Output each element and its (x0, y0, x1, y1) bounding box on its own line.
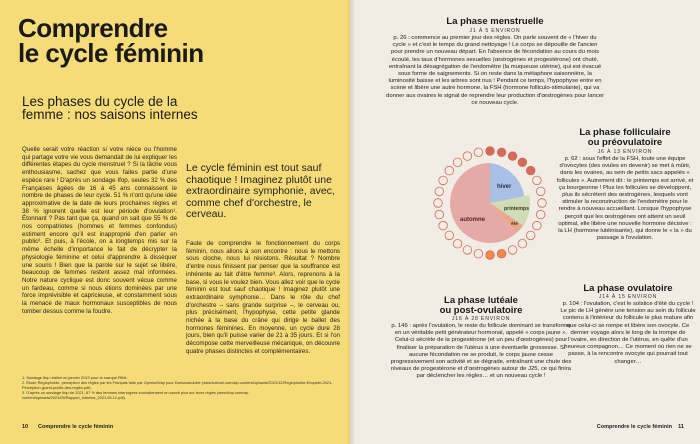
cycle-day-dot (526, 231, 535, 240)
luteal-phase-days: J16 À 28 ENVIRON (451, 316, 511, 322)
cycle-day-dot (435, 187, 444, 196)
cycle-day-dot (463, 246, 472, 255)
page-number-right: 11 (678, 424, 684, 430)
footnote-3: 3. D'après un sondage Ifop de 2021, 87 % des femmes interrogées souhaiteraient en savoir plus sur leurs règles (www.ifop.com/wp-content/uploads/2021/05/Rapport_Intimina_2021.05.12.pdf). (22, 390, 250, 400)
luteal-phase-title (406, 296, 556, 315)
cycle-day-dot (533, 176, 542, 185)
menstrual-phase-days: J1 À 5 ENVIRON (469, 28, 521, 34)
follicular-phase-text: p. 62 : sous l'effet de la FSH, toute une équipe d'ovocytes (des ovules en devenir) se met à mûrir, dans les ovaires, au sein de petits sacs appelés « follicules ». Autrement dit : le printemps est arrivé, et ça bourgeonne ! Plus les follicules se développent, plus ils sécrètent des œstrogènes, lesquels vont stimuler la reconstruction de l'endomètre pour le rendre à nouveau accueillant. Lorsque l'hypophyse perçoit que les œstrogènes ont atteint un seuil optimal, elle libère une nouvelle hormone décisive : la LH (hormone lutéinisante), qui donne le « la » du passage à l'ovulation. (556, 156, 694, 242)
follicular-title-line-2: ou préovulatoire (587, 136, 663, 148)
ovulatory-phase-title: La phase ovulatoire (583, 283, 673, 294)
wheel-label-printemps: printemps (504, 206, 530, 212)
cycle-day-dot (474, 148, 483, 157)
cycle-day-dot (434, 199, 443, 208)
ovulatory-phase-days: J14 À 15 ENVIRON (598, 294, 658, 300)
cycle-day-dot (497, 148, 506, 157)
cycle-day-dot (508, 246, 517, 255)
title-line-1: Comprendre (18, 13, 168, 43)
cycle-day-dot (497, 249, 506, 258)
cycle-day-dot (453, 158, 462, 167)
page-number-left: 10 (22, 424, 29, 430)
cycle-day-dot (536, 210, 545, 219)
cycle-day-dot (518, 239, 527, 248)
cycle-day-dot (536, 187, 545, 196)
menstrual-phase-text: p. 26 : commence au premier jour des règles. On parle souvent de « l'hiver du cycle » et c'est le temps du grand nettoyage ! Le corps se dépouille de l'ancien pour prendre un nouveau départ. En l'absence de fécondation au cours du mois écoulé, les taux d'hormones sexuelles (œstrogènes et progestérone) ont chuté, entraînant la désagrégation de l'endomètre (la muqueuse utérine), qui est évacué sous forme de saignements. Si on reste dans la métaphore saisonnière, la luminosité baisse et les arbres sont nus ! Pendant ce temps, l'hypophyse entre en scène et libère une autre hormone, la FSH (hormone folliculo-stimulante), qui va donner aux ovaires le signal de reprendre leur production d'œstrogènes pour lancer ce nouveau cycle. (386, 35, 604, 106)
wheel-label-automne: automne (460, 217, 486, 223)
body-column-2: Faute de comprendre le fonctionnement du corps féminin, nous allons à son encontre : nous le mettons sous cloche, nous lui résistons. Résultat ? Nombre d'entre nous finissent par penser que la souffrance est inhérente au fait d'être femme³. Alors, reprenons à la base, si vous le voulez bien. Vous allez voir que le cycle féminin est tout sauf chaotique ! Imaginez plutôt une extraordinaire symphonie… Dans le rôle du chef d'orchestre – sans grande surprise –, le cerveau ou, plus précisément, l'hypophyse, cette petite glande nichée à la base du crâne qui dirige le ballet des hormones féminines. En moyenne, un cycle dure 28 jours, bien qu'il puisse varier de 21 à 35 jours. Et si l'on décompose cette merveilleuse mécanique, on découvre quatre phases distinctes et complémentaires. (186, 240, 340, 355)
cycle-day-dot (435, 210, 444, 219)
follicular-phase-title (555, 128, 695, 147)
wheel-label-hiver: hiver (497, 184, 512, 190)
cycle-day-dot (453, 239, 462, 248)
pull-quote: Le cycle féminin est tout sauf chaotique ! Imaginez plutôt une extraordinaire symphonie, avec, comme chef d'orchestre, le cerveau. (186, 162, 335, 220)
body-column-1: Quelle serait votre réaction si votre nièce ou l'homme qui partage votre vie vous demandait de lui expliquer les différentes étapes du cycle menstruel ? Si la tâche vous enthousiasme, sachez que vous faites partie d'une espèce rare ! D'après un sondage Ifop, seules 32 % des Françaises âgées de 16 à 45 ans connaissent le nombre de phases de leur cycle. 51 % n'ont qu'une idée approximative de la date de leurs prochaines règles et 38 % ignorent quelle est leur période d'ovulation¹. Étonnant ? Pas tant que ça, quand on sait que 55 % de nos compatriotes (hommes et femmes confondus) estiment encore qu'il est inapproprié d'en parler en public². Et puis, à l'école, on a longtemps mis sur la même échelle d'importance le fait de décrypter la physiologie féminine et celui d'apprendre à disséquer une souris ! Bien que la parole sur le sujet se libère, beaucoup de femmes restent assez mal informées. Notre nature cyclique est donc souvent vécue comme un fardeau, comme si nous étions dominées par une force imprévisible et capricieuse, et constamment sous la menace de maux hormonaux susceptibles de nous tomber dessus comme la foudre. (22, 146, 177, 315)
right-page (350, 0, 700, 444)
footnotes (22, 375, 342, 400)
menstrual-phase-title: La phase menstruelle (446, 16, 544, 27)
cycle-day-dot (518, 158, 527, 167)
luteal-title-line-2: ou post-ovulatoire (439, 304, 523, 316)
follicular-title-line-1: La phase folliculaire (579, 127, 671, 138)
cycle-day-dot (526, 166, 535, 175)
luteal-title-line-1: La phase lutéale (444, 295, 518, 306)
luteal-phase-text: p. 146 : après l'ovulation, le reste du follicule dominant se transforme en un véritable petit générateur hormonal, appelé « corps jaune ». Celui-ci sécrète de la progestérone (et un peu d'œstrogènes) pour finaliser la préparation de l'utérus à une éventuelle grossesse. Si aucune fécondation ne se produit, le corps jaune cesse progressivement son activité et se dégrade, entraînant une chute des niveaux de progestérone et d'œstrogènes autour de J25, ce qui finira par déclencher les règles… et un nouveau cycle ! (390, 323, 572, 380)
cycle-day-dot (538, 199, 547, 208)
follicular-phase-days: J6 À 13 ENVIRON (597, 149, 653, 155)
running-footer-left: Comprendre le cycle féminin (38, 424, 114, 430)
footnote-1: 1. Sondage Ifop réalisé en janvier 2019 pour la marque Fitbit. (22, 375, 128, 380)
cycle-day-dot (486, 147, 495, 156)
cycle-day-dot (508, 152, 517, 161)
wheel-label-ete: été (511, 222, 518, 227)
cycle-day-dot (486, 251, 495, 260)
cycle-day-dot (463, 152, 472, 161)
book-gutter (347, 0, 355, 444)
cycle-day-dot (445, 166, 454, 175)
section-subtitle: Les phases du cycle de la femme : nos saisons internes (22, 94, 198, 122)
cycle-day-dot (445, 231, 454, 240)
cycle-wheel (420, 133, 560, 273)
ovulatory-phase-text: p. 104 : l'ovulation, c'est le solstice d'été du cycle ! Le pic de LH génère une tension au sein du follicule contenu à l'intérieur du follicule le plus mature afin que celui-ci se rompe et libère son ovocyte. Ce dernier voyage alors le long de la trompe de l'ovaire, en direction de l'utérus, en quête d'un heureux compagnon… Ce moment où rien ne se passe, à la rencontre ovocyte qui pourrait tout changer… (560, 301, 696, 365)
page-title (18, 13, 204, 68)
cycle-day-dot (474, 249, 483, 258)
cycle-day-dot (439, 176, 448, 185)
running-footer-right: Comprendre le cycle féminin (596, 424, 672, 430)
title-line-2: le cycle féminin (18, 38, 204, 68)
cycle-day-dot (439, 221, 448, 230)
cycle-day-dot (533, 221, 542, 230)
footnote-2: 2. Étude Règlophobie, perception des règles par les Français faite par OpinionWay pour Dansmaculotte (www.kafuné.com/wp-content/uploads/2021/12/Reglophobie-Enquete-2021-Perception-grand-public-des-regles.pdf). (22, 380, 333, 390)
